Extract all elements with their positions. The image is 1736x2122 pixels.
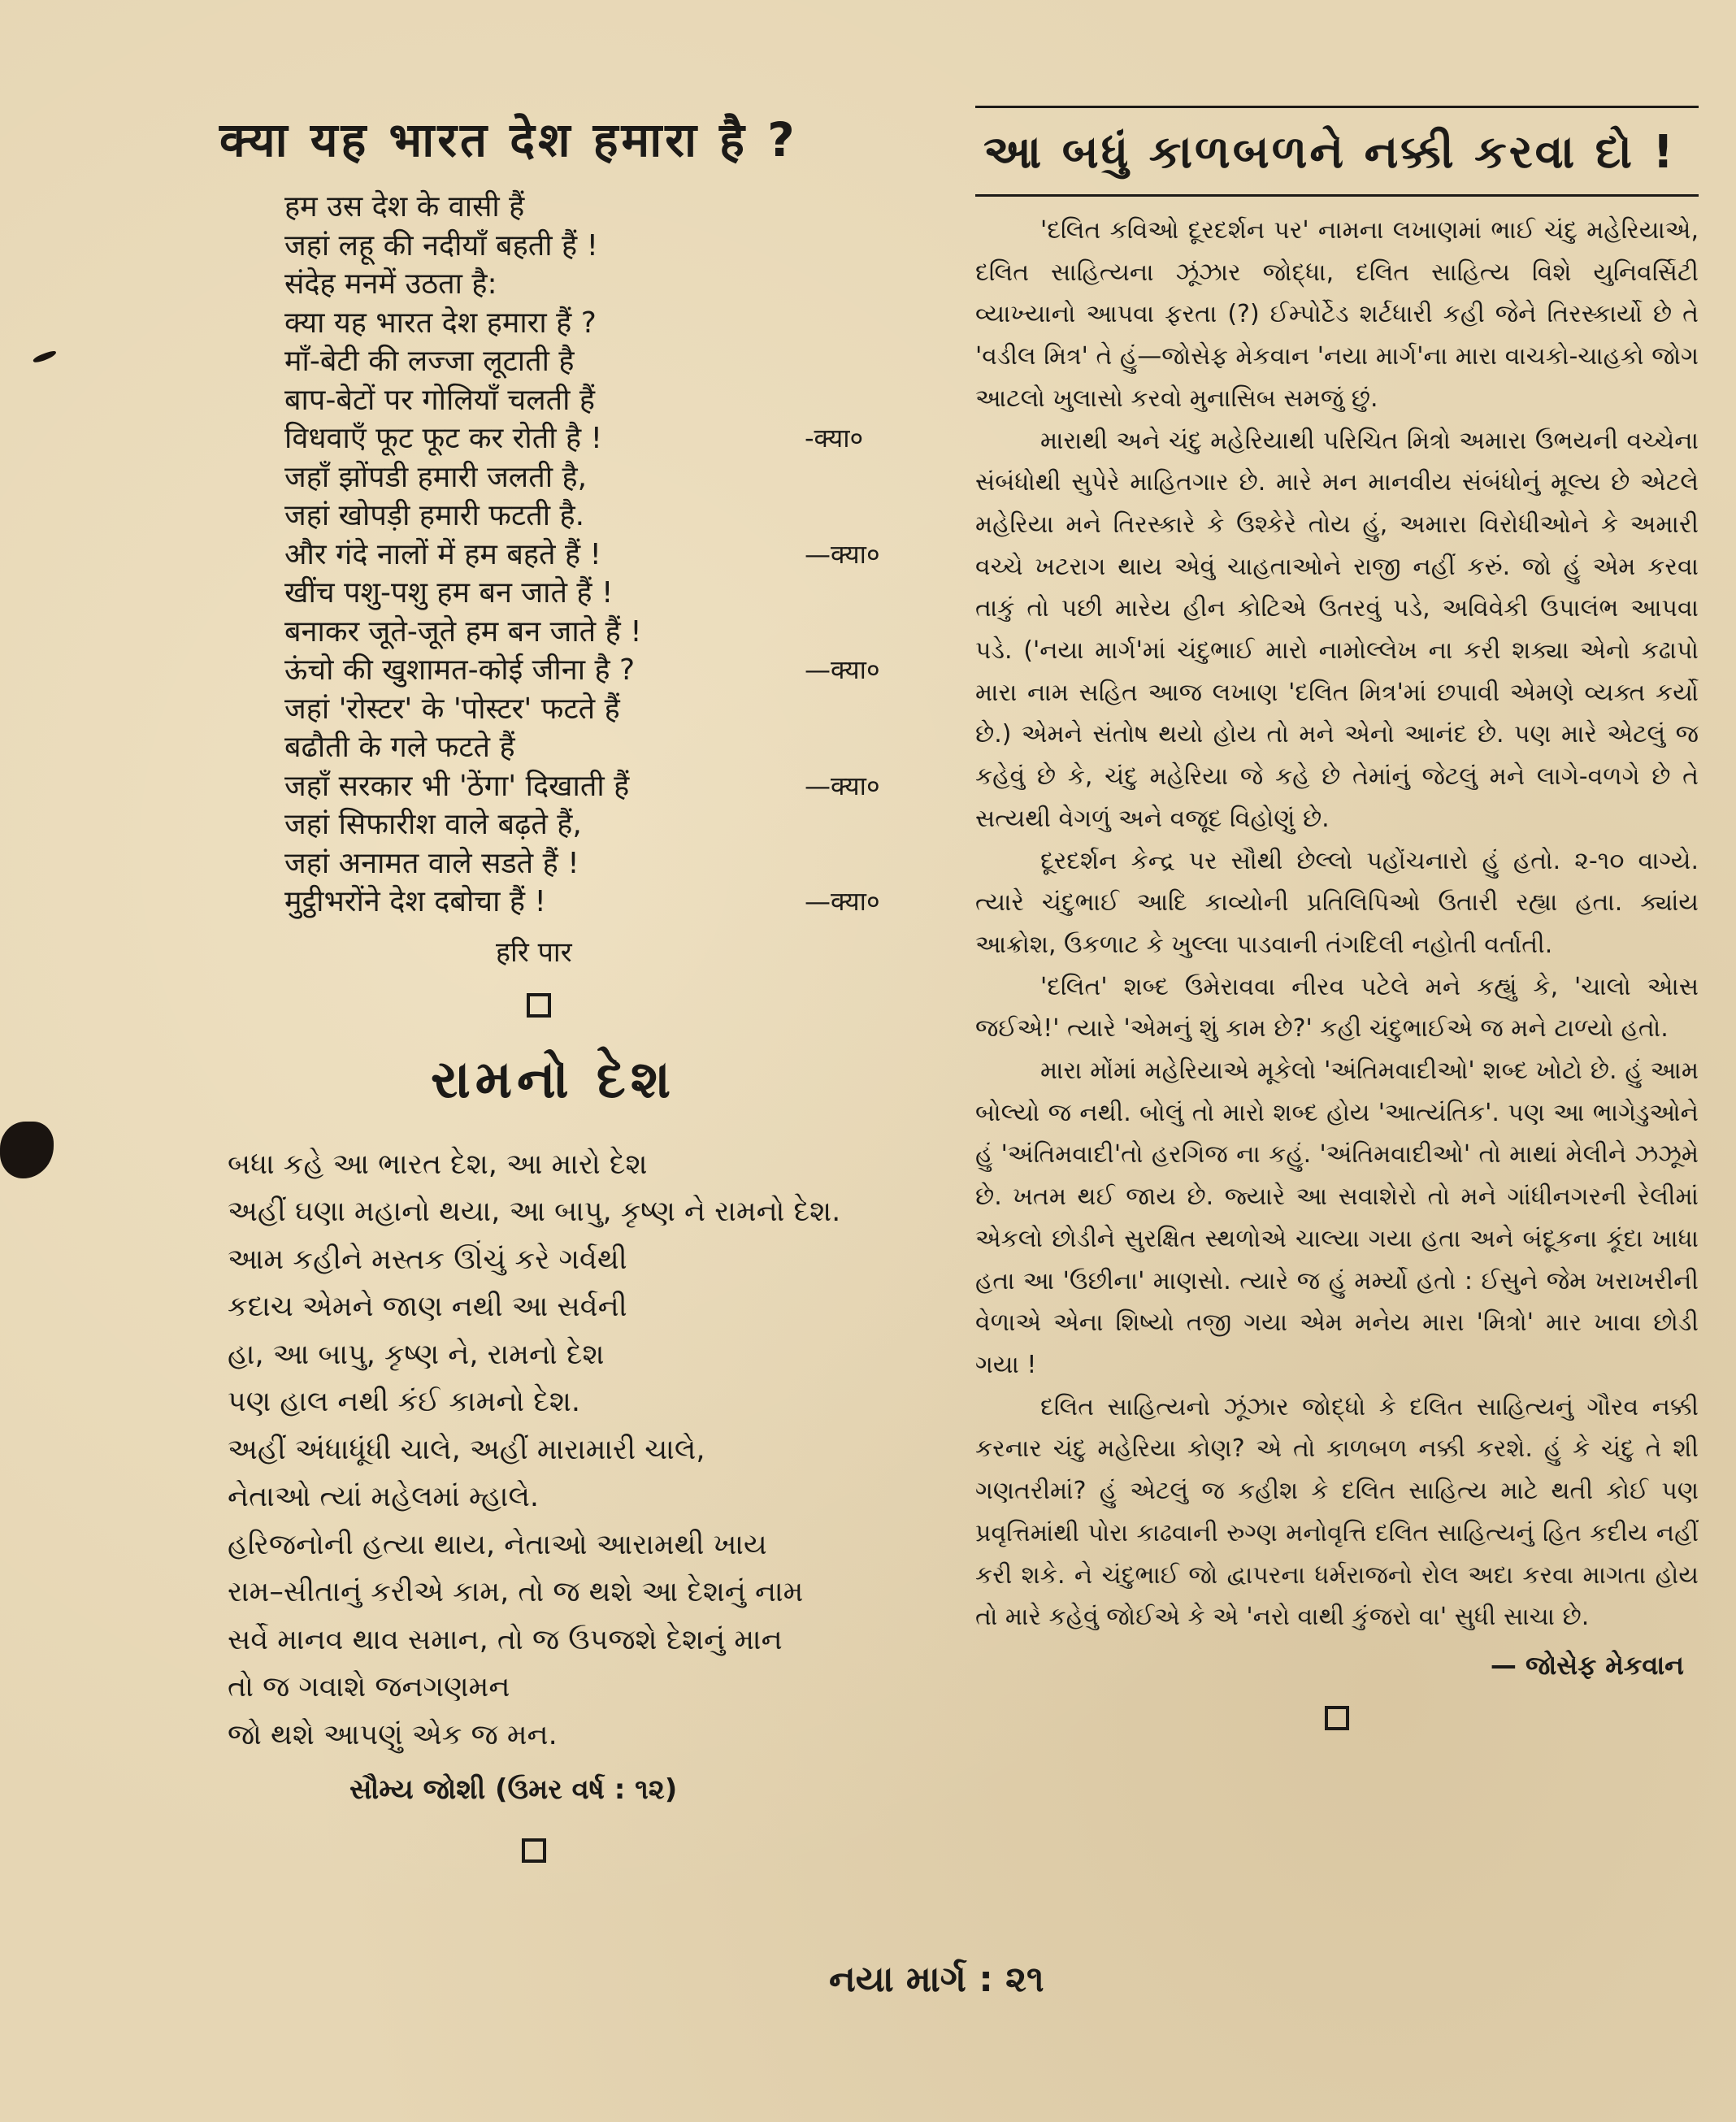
poem-line-text: जहां 'रोस्टर' के 'पोस्टर' फटते हैं: [284, 692, 620, 726]
poem-line: અહીં ઘણા મહાનો થયા, આ બાપુ, કૃષ્ણ ને રામનો દેશ.: [228, 1196, 841, 1228]
poem-line-text: और गंदे नालों में हम बहते हैं !: [284, 537, 601, 571]
article-paragraph: 'દલિત કવિઓ દૂરદર્શન પર' નામના લખાણમાં ભાઈ ચંદુ મહેરિયાએ, દલિત સાહિત્યના ઝૂંઝાર જોદ્ધા, દલિત સાહિત્ય વિશે યુનિવર્સિટી વ્યાખ્યાનો આપવા ફરતા (?) ઈમ્પોર્ટેડ શર્ટધારી કહી જેને તિરસ્કાર્યો છે તે 'વડીલ મિત્ર' તે હું—જોસેફ મેકવાન 'નયા માર્ગ'ના મારા વાચકો-ચાહકો જોગ આટલો ખુલાસો કરવો મુનાસિબ સમજું છું.: [975, 216, 1699, 413]
poem-refrain: -क्या०: [805, 423, 864, 453]
section-end-box: [527, 993, 551, 1018]
article-body: [975, 210, 1699, 1638]
ink-mark: [33, 349, 58, 364]
article-signature: — જોસેફ મેકવાન: [1490, 1649, 1684, 1681]
poem-line: [284, 844, 951, 883]
poem-line: [284, 419, 951, 458]
hindi-poem-title: क्या यह भारत देश हमारा है ?: [219, 112, 798, 167]
poem-line: [284, 265, 951, 304]
poem-line: [284, 651, 951, 690]
poem-line-text: बनाकर जूते-जूते हम बन जाते हैं !: [284, 614, 642, 649]
poem-line: [284, 497, 951, 536]
article-paragraph: 'દલિત' શબ્દ ઉમેરાવવા નીરવ પટેલે મને કહ્યું કે, 'ચાલો એાસ જઈએ!' ત્યારે 'એમનું શું કામ છે?' કહી ચંદુભાઈએ જ મને ટાળ્યો હતો.: [975, 972, 1699, 1044]
poem-line-text: जहां खोपड़ी हमारी फटती है.: [284, 499, 585, 532]
poem-line: અહીં અંધાધૂંધી ચાલે, અહીં મારામારી ચાલે,: [228, 1433, 705, 1466]
page-footer: નયા માર્ગ : ૨૧: [829, 1959, 1044, 2000]
poem-line: [284, 227, 951, 266]
article-paragraph: મારા મોંમાં મહેરિયાએ મૂકેલો 'અંતિમવાદીઓ' શબ્દ ખોટો છે. હું આમ બોલ્યો જ નથી. બોલું તો મારો શબ્દ હોય 'આત્યંતિક'. પણ આ ભાગેડુઓને હું 'અંતિમવાદી'તો હરગિજ ના કહું. 'અંતિમવાદીઓ' તો માથાં મેલીને ઝઝૂમે છે. ખતમ થઈ જાય છે. જ્યારે આ સવાશેરો તો મને ગાંધીનગરની રેલીમાં એકલો છોડીને સુરક્ષિત સ્થળોએ ચાલ્યા ગયા હતા અને બંદૂકના કૂંદા ખાધા હતા આ 'ઉછીના' માણસો. ત્યારે જ હું મર્મ્યો હતો : ઈસુને જેમ ખરાખરીની વેળાએ એના શિષ્યો તજી ગયા એમ મનેય મારા 'મિત્રો' માર ખાવા છોડી ગયા !: [975, 1057, 1699, 1379]
poem-line: [284, 188, 951, 227]
poem-line: [284, 883, 951, 922]
poem-line: હરિજનોની હત્યા થાય, નેતાઓ આરામથી ખાય: [228, 1528, 767, 1561]
poem-line: નેતાઓ ત્યાં મહેલમાં મ્હાલે.: [228, 1481, 540, 1513]
poem-line: કદાચ એમને જાણ નથી આ સર્વની: [228, 1291, 627, 1323]
poem-line-text: जहाँ झोंपडी हमारी जलती है,: [284, 460, 588, 494]
poem-line: [284, 805, 951, 844]
poem-line-text: बढौती के गले फटते हैं: [284, 731, 515, 764]
poem-line-text: माँ-बेटी की लज्जा लूटाती है: [284, 345, 575, 378]
gujarati-poem-author: સૌમ્ય જોશી (ઉમર વર્ષ : ૧૨): [349, 1773, 678, 1806]
section-end-box: [522, 1838, 546, 1863]
left-column: [219, 106, 951, 1863]
poem-line-text: जहां लहू की नदीयाँ बहती हैं !: [284, 228, 598, 263]
poem-line: [284, 574, 951, 613]
poem-line: [284, 613, 951, 652]
poem-line: જો થશે આપણું એક જ મન.: [228, 1718, 558, 1751]
title-rule-bottom: [975, 194, 1699, 197]
poem-line: [284, 767, 951, 806]
poem-line: [284, 381, 951, 420]
poem-refrain: —क्या०: [805, 654, 880, 685]
hindi-poem-body: [284, 188, 951, 922]
right-column: [975, 106, 1699, 1730]
poem-line: [284, 342, 951, 381]
poem-line-text: खींच पशु-पशु हम बन जाते हैं !: [284, 576, 614, 610]
poem-refrain: —क्या०: [805, 770, 880, 801]
hindi-poem-poet: हरि पार: [496, 935, 572, 969]
gujarati-poem-body: [228, 1141, 951, 1760]
poem-line-text: जहां सिफारीश वाले बढ़ते हैं,: [284, 808, 582, 841]
poem-line-text: मुट्ठीभरोंने देश दबोचा हैं !: [284, 885, 546, 918]
poem-line-text: जहाँ सरकार भी 'ठेंगा' दिखाती हैं: [284, 769, 630, 803]
poem-line: બધા કહે આ ભારત દેશ, આ મારો દેશ: [228, 1148, 648, 1181]
poem-refrain: —क्या०: [805, 538, 880, 570]
title-rule-top: [975, 106, 1699, 108]
ink-stain: [0, 1122, 54, 1178]
poem-line-text: क्या यह भारत देश हमारा हैं ?: [284, 306, 597, 340]
poem-line: [284, 536, 951, 575]
article-paragraph: દલિત સાહિત્યનો ઝૂંઝાર જોદ્ધો કે દલિત સાહિત્યનું ગૌરવ નક્કી કરનાર ચંદુ મહેરિયા કોણ? એ તો કાળબળ નક્કી કરશે. હું કે ચંદુ તે શી ગણતરીમાં? હું એટલું જ કહીશ કે દલિત સાહિત્ય માટે થતી કોઈ પણ પ્રવૃત્તિમાંથી પોરા કાઢવાની રુગ્ણ મનોવૃત્તિ દલિત સાહિત્યનું હિત કદીય નહીં કરી શકે. ને ચંદુભાઈ જો દ્વાપરના ધર્મરાજનો રોલ અદા કરવા માગતા હોય તો મારે કહેવું જોઈએ કે એ 'નરો વાથી કુંજરો વા' સુધી સાચા છે.: [975, 1392, 1699, 1632]
poem-line: [284, 304, 951, 343]
article-paragraph: મારાથી અને ચંદુ મહેરિયાથી પરિચિત મિત્રો અમારા ઉભયની વચ્ચેના સંબંધોથી સુપેરે માહિતગાર છે. મારે મન માનવીય સંબંધોનું મૂલ્ય છે એટલે મહેરિયા મને તિરસ્કારે કે ઉશ્કેરે તોય હું, અમારા વિરોધીઓને કે અમારી વચ્ચે ખટરાગ થાય એવું ચાહતાઓને રાજી નહીં કરું. જો હું એમ કરવા તાકું તો પછી મારેય હીન કોટિએ ઉતરવું પડે, અવિવેકી ઉપાલંભ આપવા પડે. ('નયા માર્ગ'માં ચંદુભાઈ મારો નામોલ્લેખ ના કરી શક્યા એનો કઢાપો મારા નામ સહિત આજ લખાણ 'દલિત મિત્ર'માં છપાવી એમણે વ્યક્ત કર્યો છે.) એમને સંતોષ થયો હોય તો મને એનો આનંદ છે. પણ મારે એટલું જ કહેવું છે કે, ચંદુ મહેરિયા જે કહે છે તેમાંનું જેટલું મને લાગે-વળગે છે તે સત્યથી વેગળું અને વજૂદ વિહોણું છે.: [975, 426, 1699, 833]
poem-line: [284, 728, 951, 767]
poem-line: [284, 690, 951, 729]
poem-line-text: बाप-बेटों पर गोलियाँ चलती हैं: [284, 383, 596, 417]
poem-line: આમ કહીને મસ્તક ઊંચું કરે ગર્વથી: [228, 1243, 627, 1276]
poem-line-text: संदेह मनमें उठता है:: [284, 267, 497, 301]
poem-line: હા, આ બાપુ, કૃષ્ણ ને, રામનો દેશ: [228, 1338, 605, 1371]
poem-line: પણ હાલ નથી કંઈ કામનો દેશ.: [228, 1386, 580, 1418]
poem-line: તો જ ગવાશે જનગણમન: [228, 1671, 510, 1703]
section-end-box: [1325, 1706, 1349, 1730]
article-paragraph: દૂરદર્શન કેન્દ્ર પર સૌથી છેલ્લો પહોંચનારો હું હતો. ૨-૧૦ વાગ્યે. ત્યારે ચંદુભાઈ આદિ કાવ્યોની પ્રતિલિપિઓ ઉતારી રહ્યા હતા. ક્યાંય આક્રોશ, ઉકળાટ કે ખુલ્લા પાડવાની તંગદિલી નહોતી વર્તાતી.: [975, 846, 1699, 959]
poem-refrain: —क्या०: [805, 886, 880, 917]
poem-line: [284, 458, 951, 497]
poem-line-text: हम उस देश के वासी हैं: [284, 190, 525, 223]
poem-line-text: विधवाएँ फूट फूट कर रोती है !: [284, 422, 602, 455]
poem-line: સર્વે માનવ થાવ સમાન, તો જ ઉપજશે દેશનું માન: [228, 1623, 783, 1656]
gujarati-poem-title: રામનો દેશ: [431, 1049, 676, 1110]
article-title: આ બધું કાળબળને નક્કી કરવા દો !: [983, 126, 1677, 179]
poem-line: રામ–સીતાનું કરીએ કામ, તો જ થશે આ દેશનું નામ: [228, 1576, 804, 1608]
poem-line-text: ऊंचो की खुशामत-कोई जीना है ?: [284, 653, 636, 687]
poem-line-text: जहां अनामत वाले सडते हैं !: [284, 846, 579, 880]
